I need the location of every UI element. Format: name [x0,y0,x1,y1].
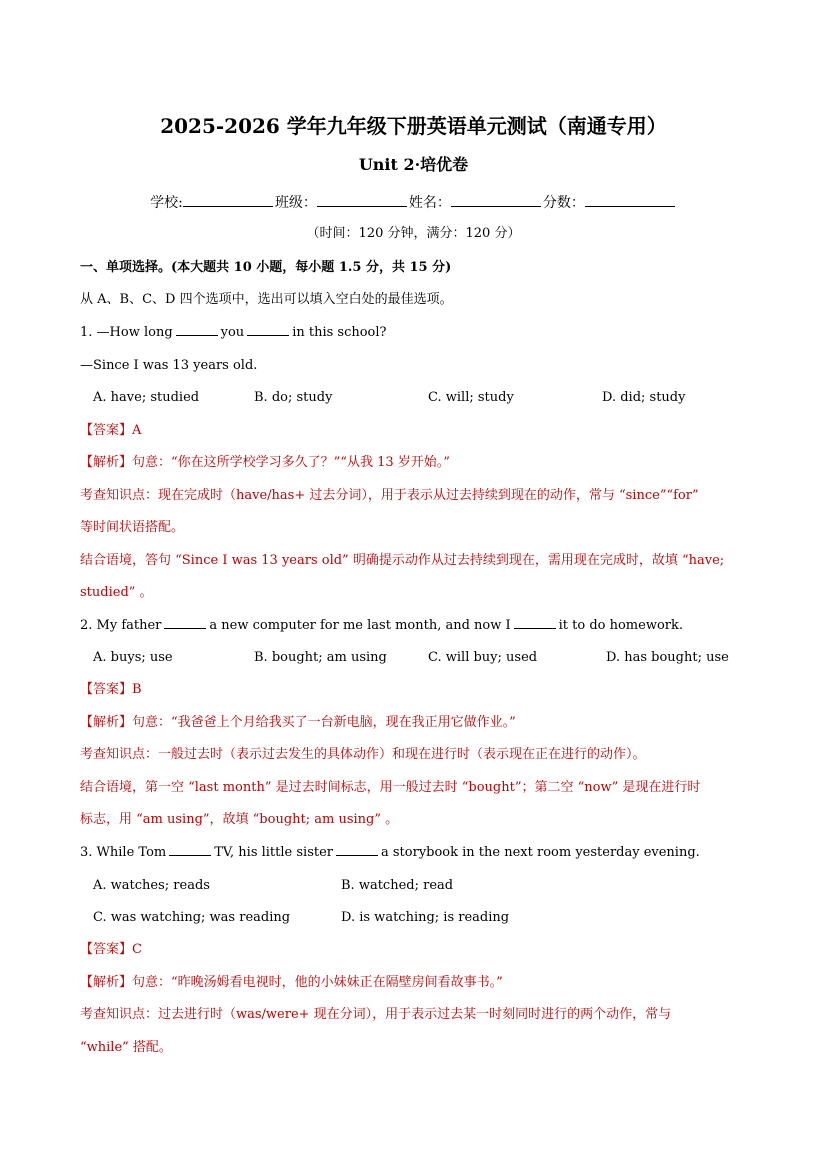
q3-blank-1 [169,843,211,856]
q3-option-c: C. was watching; was reading [93,910,291,925]
q2-option-c: C. will buy; used [428,650,538,665]
q2-analysis-line-3: 结合语境，第一空 “last month” 是过去时间标志，用一般过去时 “bought”；第二空 “now” 是现在进行时 [80,780,701,795]
school-blank[interactable] [183,192,273,207]
q2-answer: 【答案】B [80,682,142,697]
time-score-line: （时间：120 分钟，满分：120 分） [306,226,521,241]
section-instruction: 从 A、B、C、D 四个选项中，选出可以填入空白处的最佳选项。 [80,292,453,307]
score-blank[interactable] [585,192,675,207]
q3-analysis-line-1: 【解析】句意：“昨晚汤姆看电视时，他的小妹妹正在隔壁房间看故事书。” [80,975,503,990]
q3-stem-part-b: TV, his little sister [214,845,333,860]
question-2-stem [80,616,683,636]
q2-option-b: B. bought; am using [254,650,387,665]
q1-analysis-line-2: 考查知识点：现在完成时（have/has+ 过去分词），用于表示从过去持续到现在的动作，常与 “since”“for” [80,488,699,503]
q2-analysis-line-4: 标志，用 “am using”，故填 “bought; am using” 。 [80,812,399,827]
q3-option-b: B. watched; read [341,878,454,893]
q2-option-d: D. has bought; use [606,650,729,665]
q2-analysis-line-1: 【解析】句意：“我爸爸上个月给我买了一台新电脑，现在我正用它做作业。” [80,715,516,730]
q3-answer: 【答案】C [80,942,142,957]
q1-blank-1 [176,323,218,336]
q1-analysis-line-3: 等时间状语搭配。 [80,520,185,535]
q2-analysis-line-2: 考查知识点：一般过去时（表示过去发生的具体动作）和现在进行时（表示现在正在进行的动作）。 [80,747,646,762]
question-1-stem [80,323,387,343]
score-label: 分数： [542,195,585,211]
q1-stem-part-a: 1. —How long [80,325,173,340]
q1-answer: 【答案】A [80,423,142,438]
question-3-stem [80,843,700,863]
q3-blank-2 [336,843,378,856]
q2-stem-part-a: 2. My father [80,618,162,633]
q2-option-a: A. buys; use [93,650,173,665]
class-label: 班级： [274,195,317,211]
q1-stem-part-c: in this school? [292,325,387,340]
q1-option-a: A. have; studied [93,390,200,405]
q1-stem-part-b: you [220,325,245,340]
q3-stem-part-c: a storybook in the next room yesterday evening. [381,845,700,860]
name-label: 姓名： [408,195,451,211]
section-title: 一、单项选择。(本大题共 10 小题，每小题 1.5 分，共 15 分) [80,260,452,275]
q3-analysis-line-2: 考查知识点：过去进行时（was/were+ 现在分词），用于表示过去某一时刻同时进行的两个动作，常与 [80,1007,672,1022]
q2-stem-part-b: a new computer for me last month, and now I [209,618,511,633]
document-subtitle: Unit 2·培优卷 [358,155,469,174]
q3-analysis-line-3: “while” 搭配。 [80,1040,172,1055]
document-title: 2025-2026 学年九年级下册英语单元测试（南通专用） [160,114,667,138]
name-blank[interactable] [451,192,541,207]
q1-option-b: B. do; study [254,390,333,405]
q1-blank-2 [247,323,289,336]
q1-analysis-line-1: 【解析】句意：“你在这所学校学习多久了？”“从我 13 岁开始。” [80,455,450,470]
q3-option-d: D. is watching; is reading [341,910,510,925]
q1-option-c: C. will; study [428,390,514,405]
q1-option-d: D. did; study [602,390,686,405]
q2-blank-1 [164,616,206,629]
q2-blank-2 [514,616,556,629]
q1-analysis-line-5: studied” 。 [80,585,153,600]
student-info-line [0,192,827,213]
question-1-line2: —Since I was 13 years old. [80,358,258,373]
q1-analysis-line-4: 结合语境，答句 “Since I was 13 years old” 明确提示动作从过去持续到现在，需用现在完成时，故填 “have; [80,553,725,568]
q3-stem-part-a: 3. While Tom [80,845,167,860]
q2-stem-part-c: it to do homework. [558,618,684,633]
q3-option-a: A. watches; reads [93,878,210,893]
class-blank[interactable] [317,192,407,207]
school-label: 学校: [150,195,183,211]
